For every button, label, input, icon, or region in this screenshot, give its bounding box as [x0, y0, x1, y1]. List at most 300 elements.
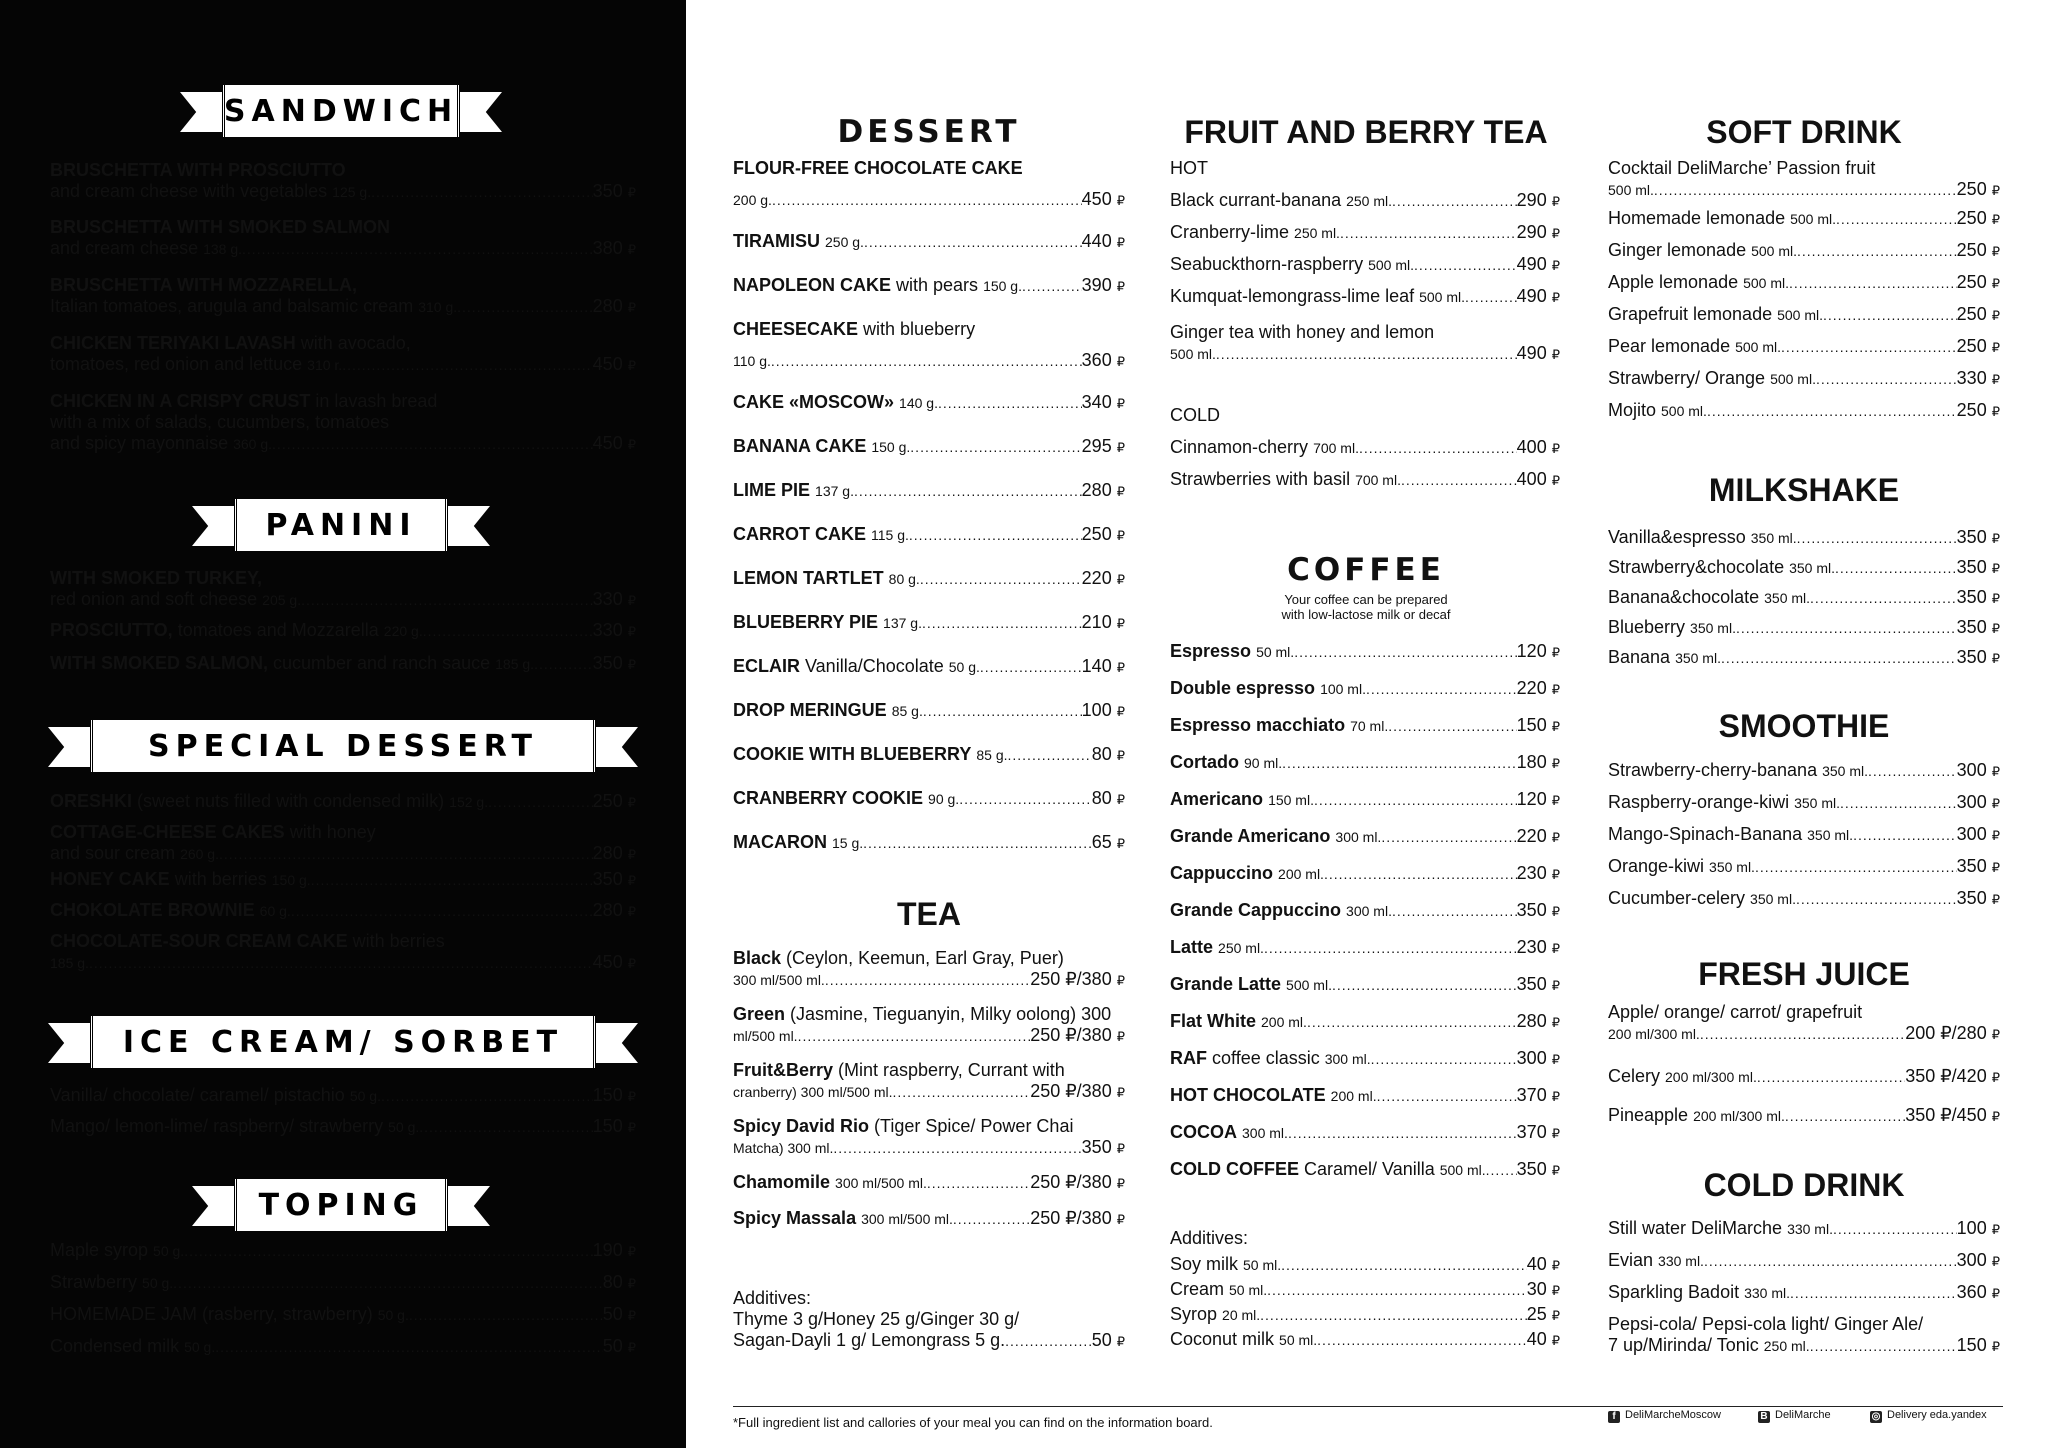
leader-dots	[1781, 337, 1957, 358]
item-name: Double espresso	[1170, 678, 1316, 698]
item-weight: 200 ml.	[1330, 1088, 1377, 1104]
text: (Ceylon, Keemun, Earl Gray, Puer)	[781, 948, 1064, 968]
leader-dots	[1371, 1049, 1517, 1070]
item-weight: 350 ml.	[1822, 763, 1869, 779]
price-row	[50, 952, 636, 974]
text: Vanilla&espresso	[1608, 527, 1751, 547]
text: Additives:	[733, 1288, 812, 1308]
item-weight: 150 g.	[271, 872, 311, 888]
menu-item	[733, 480, 1125, 502]
item-text	[1170, 222, 1340, 244]
item-weight: 500 ml.	[1777, 307, 1824, 323]
price-row	[1608, 272, 2000, 294]
item-text	[733, 788, 959, 810]
price-value: 295	[1081, 436, 1112, 456]
item-name: Cortado	[1170, 752, 1239, 772]
leader-dots	[1836, 209, 1957, 230]
heading-milkshake: MILKSHAKE	[1708, 472, 1900, 508]
text: Vanilla/ chocolate/ caramel/ pistachio	[50, 1085, 350, 1105]
price-row	[1608, 1023, 2000, 1045]
price-row	[1608, 336, 2000, 358]
text: Cucumber-celery	[1608, 888, 1751, 908]
price-row	[733, 612, 1125, 634]
item-text	[733, 700, 923, 722]
currency-sign: ₽	[1551, 258, 1560, 273]
item-weight: 500 ml.	[1661, 403, 1707, 419]
menu-item	[1170, 641, 1560, 663]
price-value: 280	[592, 900, 623, 920]
menu-item	[50, 900, 636, 922]
item-name: Flat White	[1170, 1011, 1256, 1031]
leader-dots	[1785, 1106, 1905, 1127]
item-text	[1608, 1282, 1790, 1304]
leader-dots	[1700, 1024, 1905, 1045]
item-line	[50, 160, 636, 181]
item-price	[1082, 436, 1125, 458]
item-weight: 50 g.	[184, 1339, 216, 1355]
item-price	[593, 1116, 636, 1138]
currency-sign: ₽	[627, 956, 636, 971]
currency-sign: ₽	[1551, 645, 1560, 660]
item-price	[1517, 437, 1560, 459]
delivery-link[interactable]	[1870, 1409, 1987, 1423]
price-value: 450	[592, 433, 623, 453]
currency-sign: ₽	[1551, 719, 1560, 734]
item-text	[1170, 1254, 1281, 1276]
price-row	[50, 296, 636, 318]
text: with honey	[284, 822, 376, 842]
heading-cold-drink: COLD DRINK	[1703, 1167, 1905, 1203]
item-weight: 138 g.	[203, 241, 243, 257]
price-row	[1608, 1335, 2000, 1357]
item-weight: 250 ml.	[1218, 940, 1264, 956]
leader-dots	[1721, 648, 1957, 669]
currency-sign: ₽	[627, 185, 636, 200]
item-price	[593, 238, 636, 260]
menu-item	[1170, 752, 1560, 774]
price-row	[1608, 1218, 2000, 1240]
item-text	[1608, 824, 1853, 846]
text: cranberry) 300 ml/500 ml.	[733, 1084, 893, 1100]
item-price	[593, 843, 636, 865]
menu-item	[733, 700, 1125, 722]
price-value: 360	[1956, 1282, 1987, 1302]
menu-item	[50, 391, 636, 455]
leader-dots	[291, 901, 593, 922]
price-value: 490	[1516, 343, 1547, 363]
facebook-handle: DeliMarcheMoscow	[1625, 1409, 1721, 1421]
item-line	[1608, 1314, 2000, 1335]
item-name: COCOA	[1170, 1122, 1237, 1142]
currency-sign: ₽	[1116, 1029, 1125, 1044]
item-text	[1608, 617, 1736, 639]
item-weight: 350 ml.	[1675, 650, 1721, 666]
leader-dots	[923, 701, 1082, 722]
text: Black currant-banana	[1170, 190, 1347, 210]
text: coffee classic	[1207, 1048, 1325, 1068]
item-weight: 350 ml.	[1764, 590, 1811, 606]
menu-item	[1170, 1011, 1560, 1033]
price-value: 30	[1526, 1279, 1547, 1299]
price-value: 80	[602, 1272, 623, 1292]
vk-link[interactable]	[1758, 1409, 1831, 1423]
text: in lavash bread	[310, 391, 438, 411]
leader-dots	[1757, 1067, 1905, 1088]
item-price	[1082, 392, 1125, 414]
item-weight: 140 g.	[899, 395, 938, 411]
price-row	[1608, 647, 2000, 669]
facebook-link[interactable]	[1608, 1409, 1721, 1423]
price-value: 350 ₽/450	[1905, 1105, 1987, 1125]
currency-sign: ₽	[1116, 1085, 1125, 1100]
item-text	[1608, 1023, 1700, 1045]
item-text	[733, 350, 771, 372]
item-weight: 15 g.	[832, 835, 864, 851]
text: Banana	[1608, 647, 1676, 667]
price-row	[1170, 715, 1560, 737]
price-value: 330	[592, 620, 623, 640]
price-value: 400	[1516, 469, 1547, 489]
text: Sparkling Badoit	[1608, 1282, 1745, 1302]
currency-sign: ₽	[1991, 276, 2000, 291]
leader-dots	[1810, 1336, 1957, 1357]
currency-sign: ₽	[1991, 183, 2000, 198]
currency-sign: ₽	[627, 242, 636, 257]
item-name: COOKIE WITH BLUEBERRY	[733, 744, 972, 764]
price-row	[1608, 527, 2000, 549]
item-text	[50, 296, 457, 318]
text: Apple lemonade	[1608, 272, 1744, 292]
menu-item	[1608, 336, 2000, 358]
price-row	[733, 392, 1125, 414]
currency-sign: ₽	[1551, 830, 1560, 845]
item-price	[593, 952, 636, 974]
price-row	[1170, 1085, 1560, 1107]
item-weight: 100 ml.	[1320, 681, 1366, 697]
menu-item	[1608, 888, 2000, 910]
leader-dots	[980, 657, 1082, 678]
text: Additives:	[1170, 1228, 1249, 1248]
item-price	[593, 791, 636, 813]
text: Condensed milk	[50, 1336, 185, 1356]
item-price	[1092, 744, 1125, 766]
item-text	[1170, 1011, 1307, 1033]
item-name: RAF	[1170, 1048, 1207, 1068]
menu-item	[1608, 856, 2000, 878]
menu-item	[1608, 158, 2000, 201]
text: Maple syrop	[50, 1240, 154, 1260]
price-value: 220	[1081, 568, 1112, 588]
menu-item	[1608, 1314, 2000, 1357]
price-value: 210	[1081, 612, 1112, 632]
currency-sign: ₽	[1991, 828, 2000, 843]
item-name: Chamomile	[733, 1172, 831, 1192]
item-price	[1517, 900, 1560, 922]
price-row	[50, 589, 636, 611]
price-value: 50	[1091, 1330, 1112, 1350]
item-weight: 250 g.	[825, 234, 864, 250]
currency-sign: ₽	[1116, 193, 1125, 208]
item-line	[1170, 1228, 1560, 1249]
item-text	[1170, 1329, 1317, 1351]
item-weight: 90 ml.	[1244, 755, 1283, 771]
item-line	[50, 275, 636, 296]
leader-dots	[1022, 276, 1082, 297]
price-row	[733, 568, 1125, 590]
currency-sign: ₽	[1551, 347, 1560, 362]
item-name: CHICKEN IN A CRISPY CRUST	[50, 391, 311, 411]
item-line	[733, 948, 1125, 969]
item-price	[1957, 760, 2000, 782]
currency-sign: ₽	[1116, 973, 1125, 988]
heading-fresh-juice: FRESH JUICE	[1698, 956, 1910, 992]
item-weight: 125 g.	[332, 184, 372, 200]
item-name: Grande Cappuccino	[1170, 900, 1342, 920]
item-price	[1082, 524, 1125, 546]
currency-sign: ₽	[1551, 978, 1560, 993]
price-row	[50, 869, 636, 891]
item-weight: 350 ml.	[1794, 795, 1840, 811]
item-price	[1030, 1172, 1125, 1194]
price-row	[50, 1336, 636, 1358]
section-title: SPECIAL DESSERT	[147, 728, 538, 764]
menu-item	[1608, 617, 2000, 639]
leader-dots	[909, 525, 1082, 546]
item-name: ORESHKI	[50, 791, 133, 811]
item-weight: 200 ml.	[1278, 866, 1324, 882]
text: Matcha) 300 ml.	[733, 1140, 834, 1156]
item-text	[1608, 647, 1721, 669]
price-value: 120	[1516, 789, 1547, 809]
price-value: 250	[1956, 179, 1987, 199]
price-value: 350 ₽/420	[1905, 1066, 1987, 1086]
menu-item	[1608, 557, 2000, 579]
item-price	[1517, 190, 1560, 212]
item-text	[733, 612, 922, 634]
item-price	[603, 1336, 636, 1358]
text: Homemade lemonade	[1608, 208, 1791, 228]
leader-dots	[534, 654, 593, 675]
item-name: CAKE «MOSCOW»	[733, 392, 895, 412]
currency-sign: ₽	[1551, 867, 1560, 882]
price-value: 390	[1081, 275, 1112, 295]
item-price	[1517, 715, 1560, 737]
item-price	[1517, 1122, 1560, 1144]
item-text	[733, 392, 938, 414]
item-name: Espresso macchiato	[1170, 715, 1346, 735]
leader-dots	[863, 833, 1092, 854]
currency-sign: ₽	[1551, 194, 1560, 209]
item-text	[1608, 208, 1836, 230]
menu-item	[1608, 1250, 2000, 1272]
price-row	[1608, 240, 2000, 262]
price-value: 280	[1081, 480, 1112, 500]
price-row	[50, 900, 636, 922]
item-price	[1517, 343, 1560, 365]
menu-item	[1170, 286, 1560, 308]
price-row	[50, 1272, 636, 1294]
item-text	[50, 620, 423, 642]
item-text	[733, 832, 863, 854]
section-title: PANINI	[265, 507, 417, 543]
currency-sign: ₽	[1551, 1163, 1560, 1178]
item-price	[1527, 1329, 1560, 1351]
currency-sign: ₽	[1116, 748, 1125, 763]
text: Orange-kiwi	[1608, 856, 1710, 876]
currency-sign: ₽	[1551, 226, 1560, 241]
currency-sign: ₽	[1551, 1052, 1560, 1067]
price-row	[1170, 900, 1560, 922]
price-row	[1170, 190, 1560, 212]
menu-item	[1608, 760, 2000, 782]
menu-item	[1170, 715, 1560, 737]
currency-sign: ₽	[1116, 440, 1125, 455]
item-price	[1517, 1011, 1560, 1033]
item-name: Grande Americano	[1170, 826, 1331, 846]
leader-dots	[833, 1138, 1081, 1159]
text: Mango/ lemon-lime/ raspberry/ strawberry	[50, 1116, 389, 1136]
leader-dots	[1868, 761, 1957, 782]
leader-dots	[1853, 825, 1957, 846]
item-text	[733, 436, 910, 458]
item-weight: 85 g.	[976, 747, 1008, 763]
item-line	[50, 412, 636, 433]
text: Cinnamon-cherry	[1170, 437, 1314, 457]
leader-dots	[1216, 344, 1517, 365]
item-price	[1527, 1254, 1560, 1276]
additives-block	[1170, 1228, 1560, 1249]
text: tomatoes and Mozzarella	[172, 620, 384, 640]
price-row	[1170, 1304, 1560, 1326]
menu-item	[1170, 937, 1560, 959]
price-row	[1608, 888, 2000, 910]
price-value: 250	[1956, 208, 1987, 228]
leader-dots	[1377, 1086, 1517, 1107]
item-text	[50, 1336, 215, 1358]
item-text	[1170, 1085, 1377, 1107]
item-text	[733, 1081, 893, 1103]
heading-coffee: COFFEE	[1287, 552, 1445, 588]
price-row	[50, 433, 636, 455]
item-name: HONEY CAKE	[50, 869, 170, 889]
price-value: 250	[1956, 336, 1987, 356]
item-text	[1170, 469, 1401, 491]
item-name: CARROT CAKE	[733, 524, 866, 544]
item-price	[1092, 788, 1125, 810]
leader-dots	[1833, 1219, 1957, 1240]
price-row	[733, 744, 1125, 766]
menu-item	[733, 436, 1125, 458]
price-row	[1608, 208, 2000, 230]
item-text	[1608, 527, 1797, 549]
text: Your coffee can be prepared	[1284, 592, 1448, 607]
price-row	[1170, 752, 1560, 774]
leader-dots	[1392, 901, 1517, 922]
item-line	[50, 822, 636, 843]
text: with low-lactose milk or decaf	[1281, 607, 1451, 622]
currency-sign: ₽	[1991, 561, 2000, 576]
item-text	[1608, 272, 1789, 294]
price-row	[1170, 222, 1560, 244]
currency-sign: ₽	[1551, 904, 1560, 919]
leader-dots	[1796, 889, 1957, 910]
currency-sign: ₽	[627, 904, 636, 919]
price-row	[733, 832, 1125, 854]
leader-dots	[173, 1273, 603, 1294]
price-value: 350	[1956, 856, 1987, 876]
menu-item	[50, 1304, 636, 1326]
item-price	[603, 1304, 636, 1326]
item-price	[1517, 469, 1560, 491]
item-text	[1608, 368, 1816, 390]
item-price	[1082, 275, 1125, 297]
price-row	[1608, 1282, 2000, 1304]
menu-item	[733, 744, 1125, 766]
price-row	[733, 1172, 1125, 1194]
price-row	[1608, 856, 2000, 878]
item-price	[1517, 286, 1560, 308]
item-weight: 50 ml.	[1256, 644, 1295, 660]
item-price	[1957, 336, 2000, 358]
currency-sign: ₽	[627, 300, 636, 315]
item-text	[1608, 400, 1707, 422]
item-weight: 90 g.	[928, 791, 960, 807]
menu-item	[733, 158, 1125, 211]
menu-item	[1170, 469, 1560, 491]
price-value: 290	[1516, 190, 1547, 210]
menu-item	[1608, 304, 2000, 326]
menu-item	[733, 1004, 1125, 1047]
currency-sign: ₽	[1551, 1283, 1560, 1298]
sub-heading-cold: COLD	[1170, 405, 1221, 425]
leader-dots	[1288, 1123, 1517, 1144]
menu-item	[733, 612, 1125, 634]
item-text	[1608, 792, 1840, 814]
item-text	[50, 791, 488, 813]
delivery-icon: ◎	[1871, 1411, 1881, 1422]
item-weight: 220 g.	[383, 623, 423, 639]
text: red onion and soft cheese	[50, 589, 263, 609]
item-text	[733, 568, 920, 590]
currency-sign: ₽	[1551, 1258, 1560, 1273]
item-price	[1030, 1025, 1125, 1047]
item-line	[50, 931, 636, 952]
menu-item	[50, 653, 636, 675]
menu-item	[50, 275, 636, 318]
item-weight: 700 ml.	[1355, 472, 1401, 488]
price-value: 280	[592, 843, 623, 863]
item-price	[1517, 1159, 1560, 1181]
item-name: FLOUR-FREE CHOCOLATE CAKE	[733, 158, 1023, 178]
price-row	[733, 480, 1125, 502]
price-value: 25	[1526, 1304, 1547, 1324]
item-text	[50, 433, 272, 455]
price-value: 400	[1516, 437, 1547, 457]
item-name: TIRAMISU	[733, 231, 820, 251]
price-row	[50, 843, 636, 865]
item-line	[733, 1116, 1125, 1137]
item-weight: 85 g.	[891, 703, 923, 719]
currency-sign: ₽	[1991, 308, 2000, 323]
text: Pineapple	[1608, 1105, 1694, 1125]
menu-item	[1608, 792, 2000, 814]
menu-item	[1608, 1218, 2000, 1240]
leader-dots	[1704, 1251, 1957, 1272]
currency-sign: ₽	[1991, 892, 2000, 907]
menu-item	[50, 160, 636, 203]
price-value: 350	[592, 653, 623, 673]
leader-dots	[1359, 438, 1517, 459]
